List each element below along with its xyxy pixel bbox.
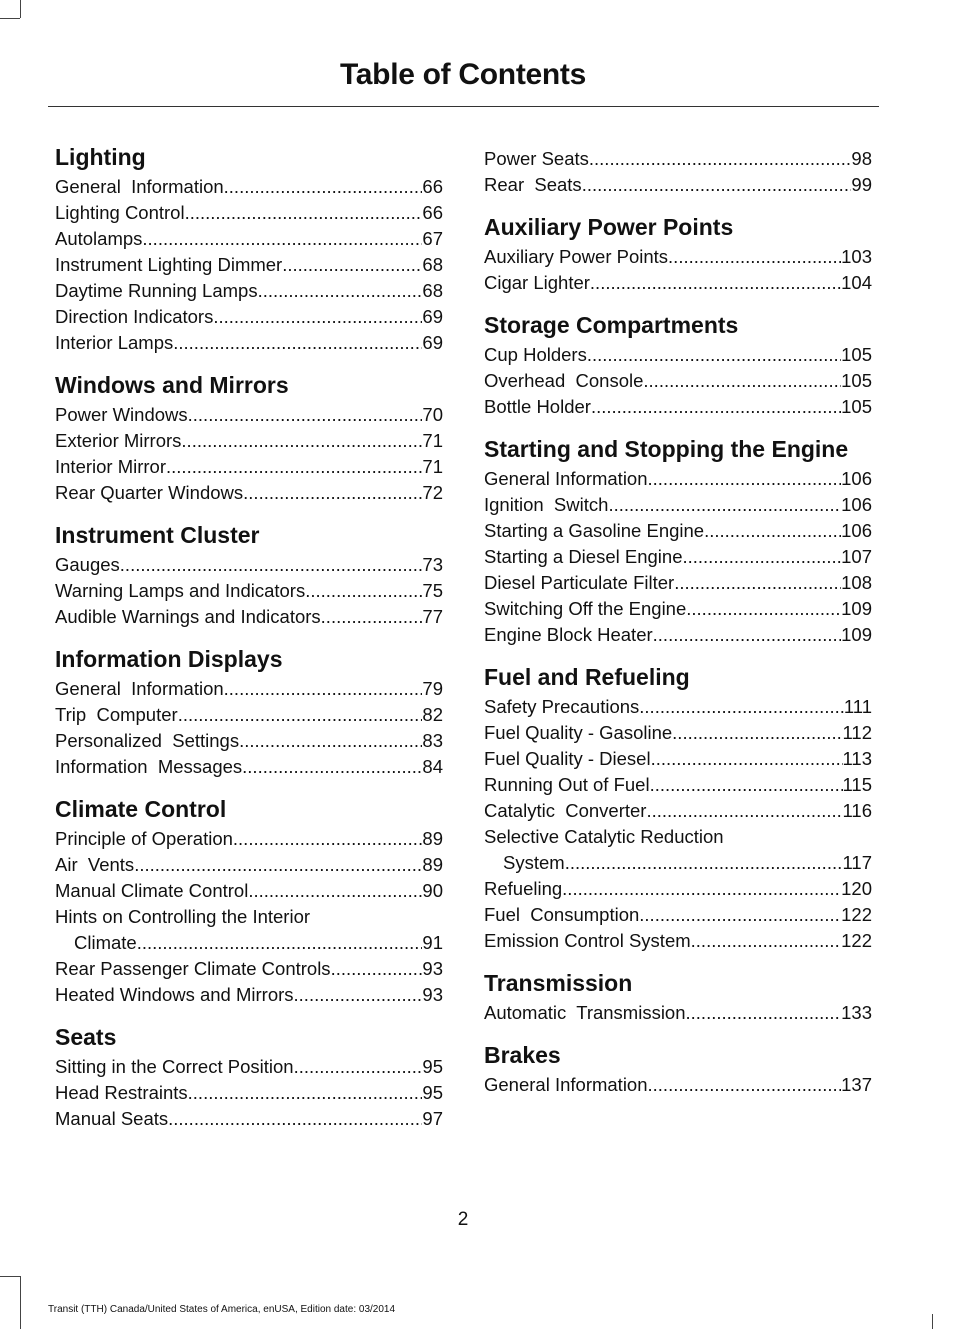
toc-entry-label: Switching Off the Engine <box>484 598 687 619</box>
dot-leader <box>650 772 843 798</box>
toc-section <box>55 374 443 506</box>
toc-entry-page: 71 <box>422 430 443 451</box>
toc-entry[interactable] <box>484 1072 872 1098</box>
toc-section <box>484 1044 872 1098</box>
toc-entry-page: 133 <box>841 1002 872 1023</box>
toc-entry-label: Exterior Mirrors <box>55 430 182 451</box>
toc-entry[interactable] <box>484 720 872 746</box>
dot-leader <box>239 728 422 754</box>
dot-leader <box>565 850 843 876</box>
toc-entry-page: 137 <box>841 1074 872 1095</box>
toc-entry-page: 106 <box>841 494 872 515</box>
dot-leader <box>648 466 842 492</box>
toc-entry-label: Fuel Consumption <box>484 904 640 925</box>
toc-entry[interactable] <box>484 622 872 648</box>
toc-entry-page: 105 <box>841 370 872 391</box>
toc-entry[interactable] <box>484 146 872 172</box>
dot-leader <box>591 394 841 420</box>
toc-entry-label: Starting a Gasoline Engine <box>484 520 705 541</box>
toc-entry-label: Interior Lamps <box>55 332 174 353</box>
toc-entry-label: Ignition Switch <box>484 494 609 515</box>
toc-entry-label: Cup Holders <box>484 344 587 365</box>
toc-entry-page: 89 <box>422 828 443 849</box>
toc-entry[interactable] <box>55 982 443 1008</box>
dot-leader <box>639 694 844 720</box>
dot-leader <box>224 676 423 702</box>
dot-leader <box>674 570 841 596</box>
toc-entry-page: 72 <box>422 482 443 503</box>
section-heading: Information Displays <box>55 646 283 672</box>
toc-entry[interactable] <box>55 174 443 200</box>
toc-entry-label: Direction Indicators <box>55 306 214 327</box>
toc-entry-label: Audible Warnings and Indicators <box>55 606 321 627</box>
dot-leader <box>282 252 422 278</box>
dot-leader <box>185 200 423 226</box>
section-heading: Auxiliary Power Points <box>484 214 734 240</box>
toc-section <box>484 216 872 296</box>
dot-leader <box>181 428 422 454</box>
toc-entry-label: Heated Windows and Mirrors <box>55 984 294 1005</box>
toc-entry-page: 66 <box>422 202 443 223</box>
toc-entry[interactable] <box>484 394 872 420</box>
toc-entry-page: 105 <box>841 396 872 417</box>
toc-entry[interactable] <box>484 570 872 596</box>
toc-entry-label: Daytime Running Lamps <box>55 280 258 301</box>
toc-entry[interactable] <box>55 1106 443 1132</box>
toc-entry-page: 113 <box>842 748 872 769</box>
dot-leader <box>639 902 841 928</box>
toc-section <box>55 648 443 780</box>
toc-section <box>484 314 872 420</box>
toc-entry-label: Manual Seats <box>55 1108 169 1129</box>
section-heading: Lighting <box>55 144 146 170</box>
toc-entry-label: Head Restraints <box>55 1082 188 1103</box>
toc-entry-label-continued: Climate <box>74 932 137 953</box>
toc-entry-page: 77 <box>422 606 443 627</box>
toc-entry-page: 75 <box>422 580 443 601</box>
toc-entry-label: Safety Precautions <box>484 696 640 717</box>
toc-entry-label: General Information <box>55 176 224 197</box>
toc-entry-label: Lighting Control <box>55 202 185 223</box>
toc-entry-page: 91 <box>422 932 443 953</box>
toc-entry-page: 122 <box>841 930 872 951</box>
toc-entry[interactable] <box>55 702 443 728</box>
toc-entry-label: Gauges <box>55 554 120 575</box>
toc-entry-label: Sitting in the Correct Position <box>55 1056 294 1077</box>
toc-entry[interactable] <box>484 798 872 824</box>
toc-entry-page: 120 <box>841 878 872 899</box>
toc-entry-label: Refueling <box>484 878 563 899</box>
toc-entry-page: 70 <box>422 404 443 425</box>
toc-entry[interactable] <box>484 902 872 928</box>
toc-entry-label: Autolamps <box>55 228 143 249</box>
toc-entry-page: 67 <box>422 228 443 249</box>
toc-entry[interactable] <box>55 1054 443 1080</box>
toc-entry-label: Information Messages <box>55 756 243 777</box>
toc-entry-page: 71 <box>422 456 443 477</box>
dot-leader <box>168 1106 422 1132</box>
toc-entry-label-continued: System <box>503 852 565 873</box>
dot-leader <box>331 956 423 982</box>
toc-entry[interactable] <box>484 596 872 622</box>
toc-entry-page: 107 <box>841 546 872 567</box>
toc-entry-label: Starting a Diesel Engine <box>484 546 683 567</box>
toc-entry-label: Power Seats <box>484 148 589 169</box>
crop-mark <box>0 18 20 19</box>
toc-entry[interactable] <box>55 278 443 304</box>
toc-section <box>484 972 872 1026</box>
toc-entry[interactable] <box>484 694 872 720</box>
toc-entry-label: Fuel Quality - Diesel <box>484 748 651 769</box>
toc-entry-label: Interior Mirror <box>55 456 167 477</box>
toc-entry-label: Instrument Lighting Dimmer <box>55 254 283 275</box>
toc-entry-page: 122 <box>841 904 872 925</box>
page-title: Table of Contents <box>339 58 586 91</box>
toc-entry[interactable] <box>55 1080 443 1106</box>
crop-mark <box>932 1314 933 1329</box>
dot-leader <box>213 304 422 330</box>
dot-leader <box>321 604 423 630</box>
toc-entry[interactable] <box>55 330 443 356</box>
toc-entry[interactable] <box>55 252 443 278</box>
dot-leader <box>608 492 841 518</box>
toc-entry[interactable] <box>484 518 872 544</box>
dot-leader <box>248 878 422 904</box>
dot-leader <box>686 596 841 622</box>
toc-entry-label: Rear Quarter Windows <box>55 482 244 503</box>
toc-entry-label: Principle of Operation <box>55 828 233 849</box>
toc-entry[interactable] <box>55 852 443 878</box>
dot-leader <box>224 174 423 200</box>
toc-entry-label: Warning Lamps and Indicators <box>55 580 306 601</box>
toc-entry-label: Catalytic Converter <box>484 800 647 821</box>
dot-leader <box>587 342 841 368</box>
dot-leader <box>294 982 423 1008</box>
toc-entry-label: Air Vents <box>55 854 135 875</box>
toc-entry-label: General Information <box>484 1074 648 1095</box>
toc-entry-page: 104 <box>841 272 872 293</box>
toc-entry-page: 99 <box>851 174 872 195</box>
toc-entry-page: 103 <box>841 246 872 267</box>
dot-leader <box>562 876 841 902</box>
toc-entry[interactable] <box>484 244 872 270</box>
toc-entry-page: 68 <box>422 254 443 275</box>
toc-section <box>55 146 443 356</box>
toc-entry-page: 98 <box>851 148 872 169</box>
dot-leader <box>178 702 423 728</box>
toc-entry[interactable] <box>55 552 443 578</box>
toc-entry[interactable] <box>484 492 872 518</box>
toc-entry-label: Personalized Settings <box>55 730 240 751</box>
section-heading: Storage Compartments <box>484 312 739 338</box>
section-heading: Fuel and Refueling <box>484 664 690 690</box>
toc-entry-page: 108 <box>841 572 872 593</box>
toc-entry-label: Automatic Transmission <box>484 1002 686 1023</box>
toc-entry-page: 68 <box>422 280 443 301</box>
page-number: 2 <box>457 1209 469 1230</box>
dot-leader <box>672 720 842 746</box>
toc-entry[interactable] <box>484 824 872 876</box>
section-heading: Starting and Stopping the Engine <box>484 436 849 462</box>
toc-entry-page: 117 <box>842 852 872 873</box>
toc-entry[interactable] <box>55 728 443 754</box>
dot-leader <box>686 1000 842 1026</box>
toc-entry[interactable] <box>55 226 443 252</box>
toc-entry[interactable] <box>484 928 872 954</box>
toc-entry[interactable] <box>484 544 872 570</box>
toc-entry-page: 106 <box>841 520 872 541</box>
toc-entry-label: Engine Block Heater <box>484 624 653 645</box>
toc-entry[interactable] <box>484 466 872 492</box>
toc-entry-page: 93 <box>422 984 443 1005</box>
dot-leader <box>258 278 423 304</box>
toc-entry[interactable] <box>484 876 872 902</box>
toc-entry-label: Rear Passenger Climate Controls <box>55 958 331 979</box>
crop-mark <box>0 1276 20 1277</box>
toc-section <box>484 666 872 954</box>
toc-entry[interactable] <box>55 480 443 506</box>
section-heading: Transmission <box>484 970 633 996</box>
section-heading: Instrument Cluster <box>55 522 260 548</box>
dot-leader <box>643 368 841 394</box>
dot-leader <box>704 518 841 544</box>
section-heading: Climate Control <box>55 796 227 822</box>
dot-leader <box>188 1080 423 1106</box>
toc-entry-page: 106 <box>841 468 872 489</box>
toc-entry[interactable] <box>484 270 872 296</box>
dot-leader <box>668 244 841 270</box>
toc-entry[interactable] <box>55 904 443 956</box>
dot-leader <box>142 226 422 252</box>
toc-entry-page: 90 <box>422 880 443 901</box>
dot-leader <box>173 330 422 356</box>
toc-entry[interactable] <box>55 878 443 904</box>
dot-leader <box>294 1054 423 1080</box>
toc-entry-page: 69 <box>422 332 443 353</box>
toc-entry-page: 116 <box>842 800 872 821</box>
toc-entry[interactable] <box>55 402 443 428</box>
toc-entry-page: 82 <box>422 704 443 725</box>
dot-leader <box>188 402 423 428</box>
toc-entry[interactable] <box>55 304 443 330</box>
toc-entry[interactable] <box>484 746 872 772</box>
dot-leader <box>648 1072 842 1098</box>
toc-entry-page: 93 <box>422 958 443 979</box>
toc-entry-label: Overhead Console <box>484 370 644 391</box>
section-heading: Brakes <box>484 1042 561 1068</box>
toc-entry-label: Trip Computer <box>55 704 178 725</box>
dot-leader <box>134 852 422 878</box>
toc-entry[interactable] <box>484 772 872 798</box>
dot-leader <box>590 270 841 296</box>
toc-entry-label: Emission Control System <box>484 930 691 951</box>
toc-entry-page: 84 <box>422 756 443 777</box>
toc-entry-page: 83 <box>422 730 443 751</box>
toc-entry-page: 95 <box>422 1056 443 1077</box>
toc-right-column <box>484 146 872 1116</box>
dot-leader <box>120 552 423 578</box>
crop-mark <box>20 1276 21 1329</box>
dot-leader <box>305 578 422 604</box>
toc-left-column <box>55 146 443 1150</box>
dot-leader <box>651 746 843 772</box>
dot-leader <box>233 826 423 852</box>
dot-leader <box>691 928 841 954</box>
toc-entry-label: Selective Catalytic Reduction <box>484 826 724 847</box>
dot-leader <box>646 798 842 824</box>
toc-entry[interactable] <box>55 428 443 454</box>
toc-entry[interactable] <box>484 172 872 198</box>
toc-section <box>55 798 443 1008</box>
section-heading: Windows and Mirrors <box>55 372 289 398</box>
toc-section <box>55 524 443 630</box>
toc-entry-label: Cigar Lighter <box>484 272 590 293</box>
toc-entry-label: Hints on Controlling the Interior <box>55 906 311 927</box>
toc-section <box>55 1026 443 1132</box>
toc-entry-label: Diesel Particulate Filter <box>484 572 675 593</box>
toc-entry[interactable] <box>484 368 872 394</box>
toc-entry-page: 69 <box>422 306 443 327</box>
toc-entry-page: 95 <box>422 1082 443 1103</box>
toc-entry-page: 66 <box>422 176 443 197</box>
toc-section <box>484 438 872 648</box>
toc-entry-page: 111 <box>843 696 872 717</box>
toc-entry[interactable] <box>484 1000 872 1026</box>
toc-entry-page: 89 <box>422 854 443 875</box>
toc-entry-label: Auxiliary Power Points <box>484 246 669 267</box>
toc-entry[interactable] <box>55 826 443 852</box>
toc-entry-page: 109 <box>841 598 872 619</box>
toc-entry-page: 115 <box>842 774 872 795</box>
toc-entry[interactable] <box>55 754 443 780</box>
section-heading: Seats <box>55 1024 117 1050</box>
toc-entry-page: 97 <box>422 1108 443 1129</box>
dot-leader <box>243 480 422 506</box>
toc-entry-label: Fuel Quality - Gasoline <box>484 722 673 743</box>
toc-entry-page: 109 <box>841 624 872 645</box>
toc-entry-page: 73 <box>422 554 443 575</box>
toc-entry-page: 112 <box>842 722 872 743</box>
toc-entry-label: Power Windows <box>55 404 188 425</box>
toc-entry-label: Manual Climate Control <box>55 880 249 901</box>
footer-edition: Transit (TTH) Canada/United States of America, enUSA, Edition date: 03/2014 <box>48 1304 396 1315</box>
title-rule <box>48 106 879 107</box>
toc-entry-label: General Information <box>55 678 224 699</box>
toc-entry-label: General Information <box>484 468 648 489</box>
toc-entry-page: 79 <box>422 678 443 699</box>
toc-entry[interactable] <box>484 342 872 368</box>
toc-entry[interactable] <box>55 604 443 630</box>
dot-leader <box>653 622 841 648</box>
toc-entry[interactable] <box>55 200 443 226</box>
toc-entry-label: Running Out of Fuel <box>484 774 650 795</box>
toc-entry[interactable] <box>55 454 443 480</box>
dot-leader <box>242 754 422 780</box>
toc-entry-label: Rear Seats <box>484 174 582 195</box>
dot-leader <box>137 930 423 956</box>
toc-entry[interactable] <box>55 578 443 604</box>
toc-entry[interactable] <box>55 956 443 982</box>
dot-leader <box>166 454 422 480</box>
dot-leader <box>582 172 852 198</box>
toc-section <box>484 146 872 198</box>
toc-entry[interactable] <box>55 676 443 702</box>
dot-leader <box>682 544 841 570</box>
dot-leader <box>589 146 852 172</box>
toc-entry-label: Bottle Holder <box>484 396 591 417</box>
toc-entry-page: 105 <box>841 344 872 365</box>
crop-mark <box>20 0 21 18</box>
